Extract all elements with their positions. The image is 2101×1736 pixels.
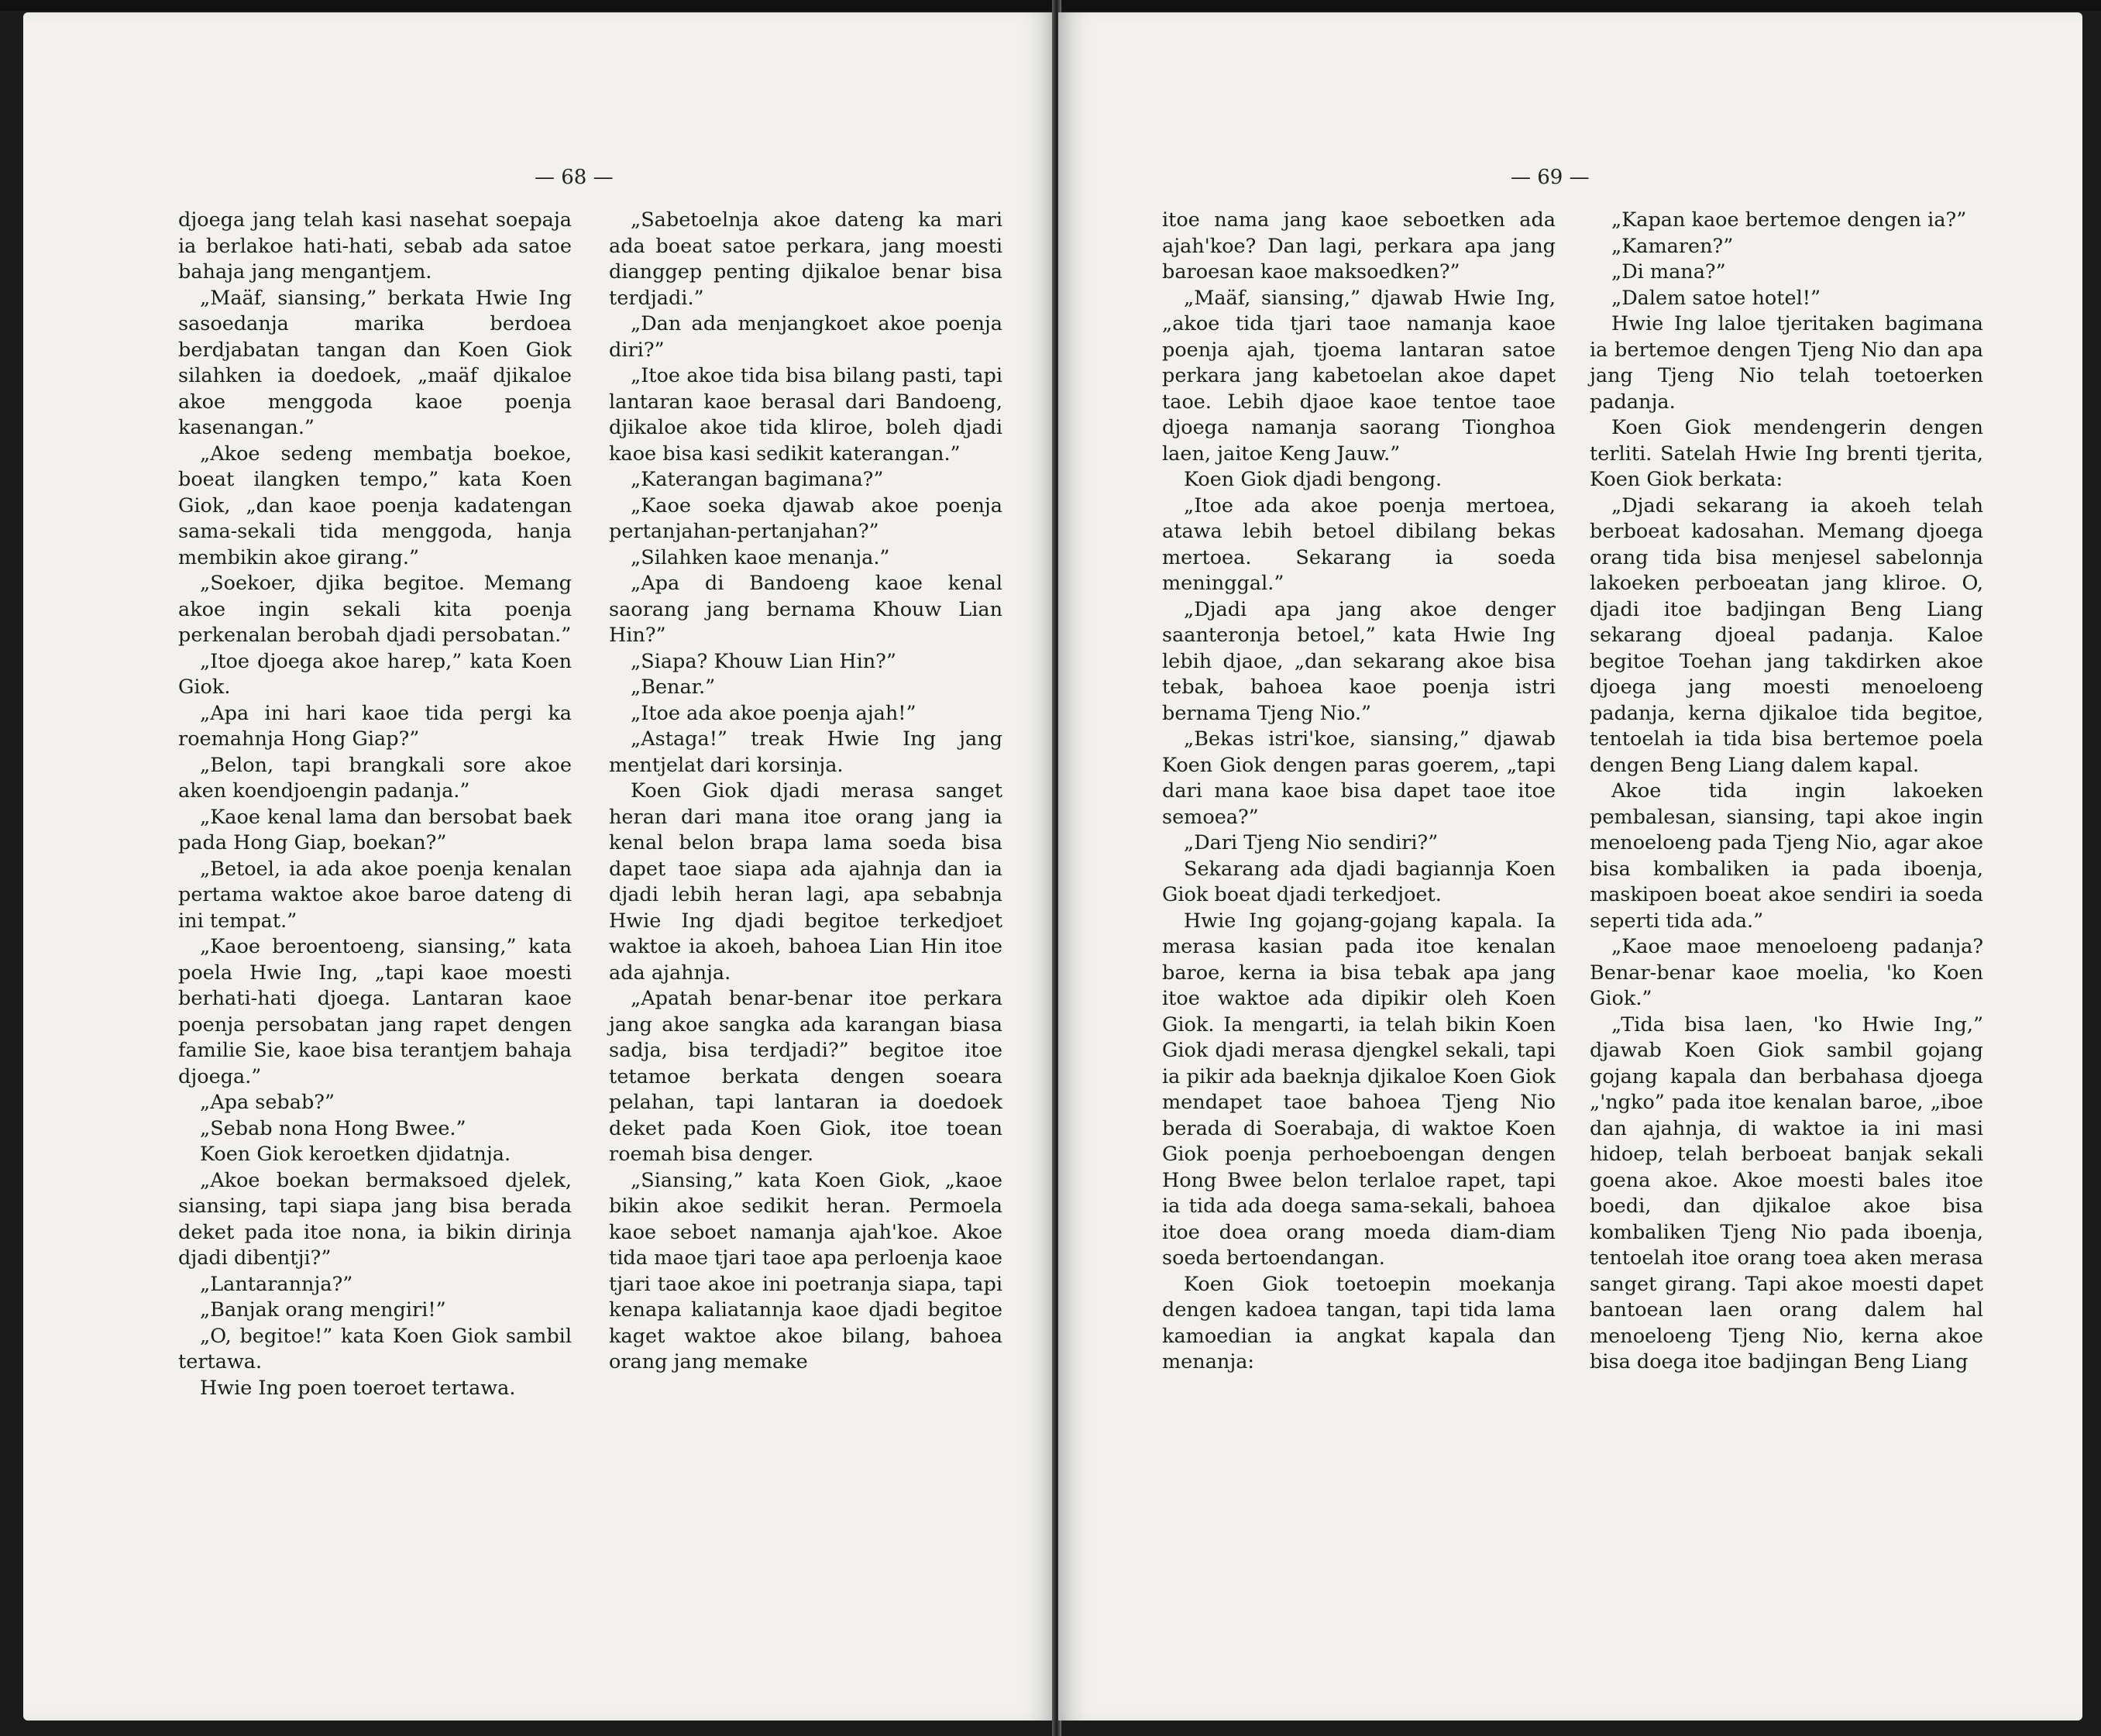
- page-number: — 68 —: [535, 166, 614, 189]
- paragraph: itoe nama jang kaoe seboetken ada ajah'koe? Dan lagi, perkara apa jang baroesan kaoe maksoedken?”: [1162, 208, 1556, 284]
- paragraph: „Soekoer, djika begitoe. Memang akoe ingin sekali kita poenja perkenalan berobah djadi persobatan.”: [178, 572, 572, 647]
- paragraph: „Kapan kaoe bertemoe dengen ia?”: [1611, 208, 1967, 232]
- paragraph: Sekarang ada djadi bagiannja Koen Giok boeat djadi terkedjoet.: [1162, 857, 1556, 906]
- paragraph: „Betoel, ia ada akoe poenja kenalan pertama waktoe akoe baroe dateng di ini tempat.”: [178, 857, 572, 933]
- paragraph: „Katerangan bagimana?”: [631, 468, 884, 491]
- paragraph: „Akoe sedeng membatja boekoe, boeat ilangken tempo,” kata Koen Giok, „dan kaoe poenja kadatengan sama-sekali tida menggoda, hanja membikin akoe girang.”: [178, 442, 572, 569]
- paragraph: „Benar.”: [631, 675, 716, 699]
- paragraph: „Dari Tjeng Nio sendiri?”: [1184, 831, 1439, 854]
- scan-top-edge: [0, 0, 2101, 11]
- paragraph: „Di mana?”: [1611, 260, 1726, 284]
- paragraph: „Kamaren?”: [1611, 234, 1734, 258]
- paragraph: „Apatah benar-benar itoe perkara jang akoe sangka ada karangan biasa sadja, bisa terdjadi?” begitoe itoe tetamoe berkata dengen soeara pelahan, tapi lantaran ia doedoek deket pada Koen Giok, itoe toean roemah bisa denger.: [609, 987, 1002, 1166]
- paragraph: „Kaoe soeka djawab akoe poenja pertanjahan-pertanjahan?”: [609, 493, 1002, 543]
- paragraph: „Kaoe maoe menoeloeng padanja? Benar-benar kaoe moelia, 'ko Koen Giok.”: [1590, 935, 1983, 1010]
- paragraph: „Itoe ada akoe poenja mertoea, atawa lebih betoel dibilang bekas mertoea. Sekarang ia soeda meninggal.”: [1162, 493, 1556, 595]
- text-column: [609, 208, 1002, 1679]
- paragraph: „Siapa? Khouw Lian Hin?”: [631, 649, 896, 673]
- paragraph: „Djadi apa jang akoe denger saanteronja betoel,” kata Hwie Ing lebih djaoe, „dan sekarang akoe bisa tebak, bahoea kaoe poenja istri bernama Tjeng Nio.”: [1162, 597, 1556, 725]
- paragraph: „Bekas istri'koe, siansing,” djawab Koen Giok dengen paras goerem, „tapi dari mana kaoe bisa dapet taoe itoe semoea?”: [1162, 727, 1556, 829]
- paragraph: „Dan ada menjangkoet akoe poenja diri?”: [609, 312, 1002, 362]
- page-number: — 69 —: [1511, 166, 1590, 189]
- left-page: [23, 12, 1055, 1721]
- paragraph: Koen Giok djadi bengong.: [1184, 468, 1443, 491]
- paragraph: „Belon, tapi brangkali sore akoe aken koendjoengin padanja.”: [178, 753, 572, 803]
- paragraph: „Apa di Bandoeng kaoe kenal saorang jang bernama Khouw Lian Hin?”: [609, 572, 1002, 647]
- text-column: [1590, 208, 1983, 1679]
- text-column: [178, 208, 572, 1679]
- right-page: [1058, 12, 2082, 1721]
- paragraph: „Djadi sekarang ia akoeh telah berboeat kadosahan. Memang djoega orang tida bisa menjesel sabelonnja lakoeken perboeatan jang kliroe. O, djadi itoe badjingan Beng Liang sekarang djoeal padanja. Kaloe begitoe Toehan jang takdirken akoe djoega jang moesti menoeloeng padanja, kerna djikaloe tida begitoe, tentoelah ia tida bisa bertemoe poela dengen Beng Liang dalem kapal.: [1590, 493, 1983, 777]
- paragraph: Koen Giok djadi merasa sanget heran dari mana itoe orang jang ia kenal belon brapa lama soeda bisa dapet taoe siapa ada ajahnja dan ia djadi lebih heran lagi, apa sebabnja Hwie Ing djadi begitoe terkedjoet waktoe ia akoeh, bahoea Lian Hin itoe ada ajahnja.: [609, 779, 1002, 985]
- text-column: [1162, 208, 1556, 1679]
- paragraph: Akoe tida ingin lakoeken pembalesan, siansing, tapi akoe ingin menoeloeng pada Tjeng Nio, agar akoe bisa kombaliken ia pada iboenja, maskipoen boeat akoe sendiri ia soeda seperti tida ada.”: [1590, 779, 1983, 933]
- paragraph: „Silahken kaoe menanja.”: [631, 545, 890, 569]
- paragraph: Hwie Ing gojang-gojang kapala. Ia merasa kasian pada itoe kenalan baroe, kerna ia bisa tebak apa jang itoe waktoe ada dipikir oleh Koen Giok. Ia mengarti, ia telah bikin Koen Giok djadi merasa djengkel sekali, tapi ia pikir ada baeknja djikaloe Koen Giok mendapet taoe bahoea Tjeng Nio berada di Soerabaja, di waktoe Koen Giok poenja perhoeboengan dengen Hong Bwee belon terlaloe rapet, tapi ia tida ada doega sama-sekali, bahoea itoe doea orang moeda diam-diam soeda bertoendangan.: [1162, 909, 1556, 1270]
- paragraph: Hwie Ing poen toeroet tertawa.: [200, 1376, 516, 1400]
- paragraph: „Apa ini hari kaoe tida pergi ka roemahnja Hong Giap?”: [178, 701, 572, 751]
- paragraph: Koen Giok toetoepin moekanja dengen kadoea tangan, tapi tida lama kamoedian ia angkat kapala dan menanja:: [1162, 1272, 1556, 1373]
- paragraph: „Astaga!” treak Hwie Ing jang mentjelat dari korsinja.: [609, 727, 1002, 777]
- paragraph: Hwie Ing laloe tjeritaken bagimana ia bertemoe dengen Tjeng Nio dan apa jang Tjeng Nio telah toetoerken padanja.: [1590, 312, 1983, 414]
- paragraph: „Banjak orang mengiri!”: [200, 1298, 446, 1322]
- paragraph: „Sabetoelnja akoe dateng ka mari ada boeat satoe perkara, jang moesti dianggep penting djikaloe benar bisa terdjadi.”: [609, 208, 1002, 310]
- paragraph: „Akoe boekan bermaksoed djelek, siansing, tapi siapa jang bisa berada deket pada itoe nona, ia bikin dirinja djadi dibentji?”: [178, 1168, 572, 1270]
- paragraph: „Maäf, siansing,” djawab Hwie Ing, „akoe tida tjari taoe namanja kaoe poenja ajah, tjoema lantaran satoe perkara jang kabetoelan akoe dapet taoe. Lebih djaoe kaoe tentoe taoe djoega namanja saorang Tionghoa laen, jaitoe Keng Jauw.”: [1162, 286, 1556, 466]
- paragraph: „O, begitoe!” kata Koen Giok sambil tertawa.: [178, 1324, 572, 1373]
- paragraph: „Kaoe beroentoeng, siansing,” kata poela Hwie Ing, „tapi kaoe moesti berhati-hati djoega. Lantaran kaoe poenja persobatan jang rapet dengen familie Sie, kaoe bisa terantjem bahaja djoega.”: [178, 935, 572, 1088]
- paragraph: „Siansing,” kata Koen Giok, „kaoe bikin akoe sedikit heran. Permoela kaoe seboet namanja ajah'koe. Akoe tida maoe tjari taoe apa perloenja kaoe tjari taoe akoe ini poetranja siapa, tapi kenapa kaliatannja kaoe djadi begitoe kaget waktoe akoe bilang, bahoea orang jang memake: [609, 1168, 1002, 1373]
- paragraph: „Itoe ada akoe poenja ajah!”: [631, 701, 916, 725]
- paragraph: djoega jang telah kasi nasehat soepaja ia berlakoe hati-hati, sebab ada satoe bahaja jang mengantjem.: [178, 208, 572, 284]
- paragraph: „Apa sebab?”: [200, 1091, 335, 1114]
- paragraph: „Kaoe kenal lama dan bersobat baek pada Hong Giap, boekan?”: [178, 805, 572, 854]
- paragraph: „Tida bisa laen, 'ko Hwie Ing,” djawab Koen Giok sambil gojang gojang kapala dan berbahasa djoega „'ngko” pada itoe kenalan baroe, „iboe dan ajahnja, di waktoe ia ini masi hidoep, telah berboeat banjak sekali goena akoe. Akoe moesti bales itoe boedi, dan djikaloe akoe bisa kombaliken Tjeng Nio pada iboenja, tentoelah itoe orang toea aken merasa sanget girang. Tapi akoe moesti dapet bantoean laen orang dalem hal menoeloeng Tjeng Nio, kerna akoe bisa doega itoe badjingan Beng Liang: [1590, 1012, 1983, 1373]
- paragraph: Koen Giok mendengerin dengen terliti. Satelah Hwie Ing brenti tjerita, Koen Giok berkata:: [1590, 416, 1983, 491]
- paragraph: „Itoe djoega akoe harep,” kata Koen Giok.: [178, 649, 572, 699]
- paragraph: „Sebab nona Hong Bwee.”: [200, 1116, 466, 1140]
- paragraph: „Lantarannja?”: [200, 1272, 353, 1296]
- paragraph: „Itoe akoe tida bisa bilang pasti, tapi lantaran kaoe berasal dari Bandoeng, djikaloe akoe tida kliroe, boleh djadi kaoe bisa kasi sedikit katerangan.”: [609, 364, 1002, 466]
- paragraph: „Dalem satoe hotel!”: [1611, 286, 1821, 310]
- paragraph: „Maäf, siansing,” berkata Hwie Ing sasoedanja marika berdoea berdjabatan tangan dan Koen Giok silahken ia doedoek, „maäf djikaloe akoe menggoda kaoe poenja kasenangan.”: [178, 286, 572, 439]
- paragraph: Koen Giok keroetken djidatnja.: [200, 1143, 511, 1166]
